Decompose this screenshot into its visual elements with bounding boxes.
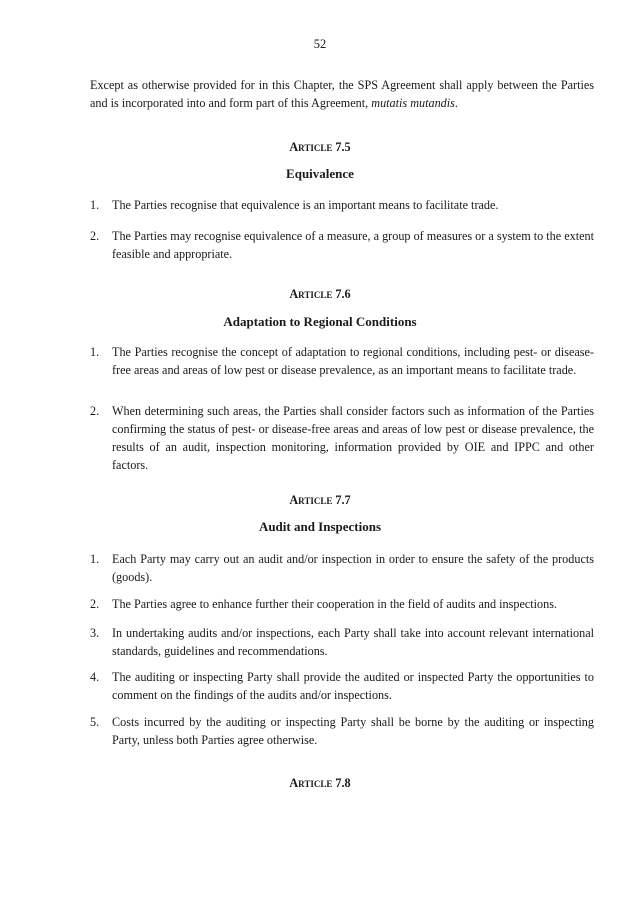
intro-italic: mutatis mutandis <box>371 96 455 110</box>
article-7-6-title: Adaptation to Regional Conditions <box>223 314 417 329</box>
intro-text: Except as otherwise provided for in this Chapter, the SPS Agreement shall apply between the Parties and is incorporated into and form part of this Agreement, <box>90 78 594 110</box>
article-7-7-item-3: 3. In undertaking audits and/or inspections, each Party shall take into account relevant international standards, guidelines and recommendations. <box>90 626 594 658</box>
article-7-5-item-1: 1. The Parties recognise that equivalence is an important means to facilitate trade. <box>90 198 499 212</box>
intro-paragraph <box>90 76 594 112</box>
article-7-5-item-2: 2. The Parties may recognise equivalence of a measure, a group of measures or a system to the extent feasible and appropriate. <box>90 229 594 261</box>
article-7-6-item-1: 1. The Parties recognise the concept of adaptation to regional conditions, including pest- or disease-free areas and areas of low pest or disease prevalence, as an important means to facilitate trade. <box>90 345 594 377</box>
intro-end: . <box>454 96 458 110</box>
page-number: 52 <box>313 37 327 51</box>
article-7-8-label: Article 7.8 <box>289 776 351 790</box>
article-7-6-item-2: 2. When determining such areas, the Parties shall consider factors such as information of the Parties confirming the status of pest- or disease-free areas and areas of low pest or disease prevalence, the results of an audit, inspection monitoring, information provided by OIE and IPPC and other factors. <box>90 404 594 472</box>
article-7-7-item-4: 4. The auditing or inspecting Party shall provide the audited or inspected Party the opportunities to comment on the findings of the audits and/or inspections. <box>90 670 594 702</box>
article-7-7-title: Audit and Inspections <box>258 519 382 534</box>
article-7-7-label: Article 7.7 <box>289 493 351 507</box>
article-7-7-item-5: 5. Costs incurred by the auditing or inspecting Party shall be borne by the auditing or inspecting Party, unless both Parties agree otherwise. <box>90 715 594 747</box>
article-7-5-title: Equivalence <box>286 166 354 181</box>
article-7-6-label: Article 7.6 <box>289 287 351 301</box>
article-7-7-item-1: 1. Each Party may carry out an audit and/or inspection in order to ensure the safety of the products (goods). <box>90 552 594 584</box>
article-7-5-label: Article 7.5 <box>289 140 351 154</box>
article-7-7-item-2: 2. The Parties agree to enhance further their cooperation in the field of audits and inspections. <box>90 597 558 611</box>
